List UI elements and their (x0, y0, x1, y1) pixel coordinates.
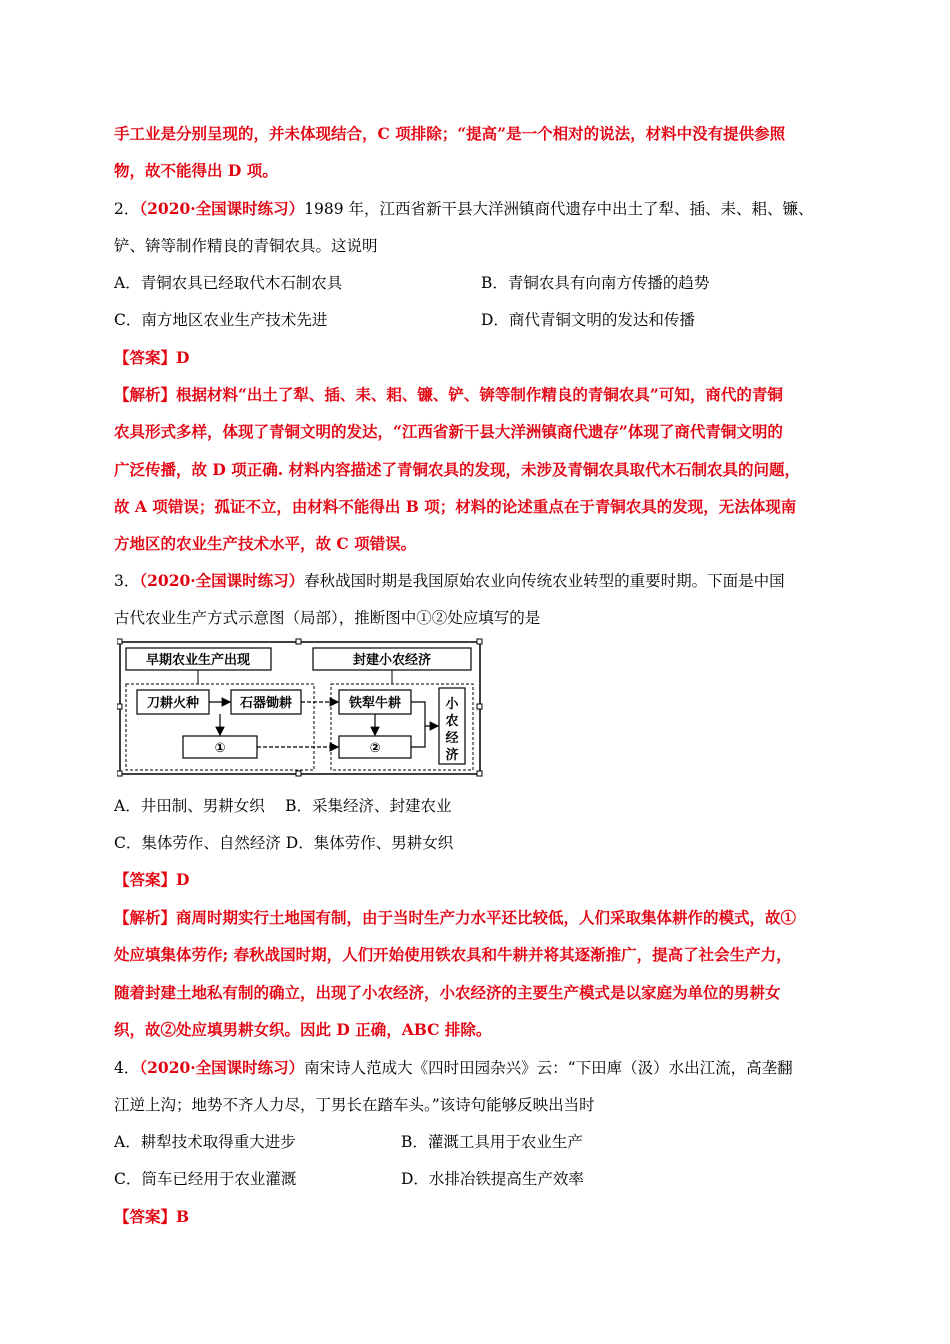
analysis-continuation-line: 手工业是分别呈现的，并未体现结合，C 项排除；“提高”是一个相对的说法，材料中没有提供参照 (114, 124, 786, 143)
question-text: 古代农业生产方式示意图（局部），推断图中①②处应填写的是 (114, 609, 541, 627)
diagram-box-iron-plough: 铁犁牛耕 (348, 696, 402, 711)
agriculture-diagram (117, 638, 483, 778)
analysis-line: 广泛传播，故 D 项正确. 材料内容描述了青铜农具的发现，未涉及青铜农具取代木石制农具的问题， (114, 460, 801, 479)
option-c: C．筒车已经用于农业灌溉 (114, 1170, 297, 1188)
analysis-line: 随着封建土地私有制的确立，出现了小农经济，小农经济的主要生产模式是以家庭为单位的男耕女 (114, 983, 781, 1002)
answer-label: 【答案】D (114, 348, 190, 367)
question-text: 江逆上沟；地势不齐人力尽，丁男长在踏车头。”该诗句能够反映出当时 (114, 1096, 595, 1114)
question-2-stem (114, 199, 814, 219)
option-a: A．耕犁技术取得重大进步 (114, 1133, 296, 1151)
option-b: B．灌溉工具用于农业生产 (401, 1133, 583, 1151)
diagram-box-blank-1: ① (214, 741, 226, 756)
question-3-stem (114, 571, 785, 591)
options-cd: C．集体劳作、自然经济 D．集体劳作、男耕女织 (114, 834, 454, 852)
question-source: （2020·全国课时练习） (139, 571, 305, 590)
answer-label: 【答案】D (114, 870, 190, 889)
option-d: D．水排冶铁提高生产效率 (401, 1170, 584, 1188)
diagram-right-title: 封建小农经济 (352, 653, 432, 668)
analysis-continuation-line: 物，故不能得出 D 项。 (114, 161, 278, 180)
analysis-line: 方地区的农业生产技术水平，故 C 项错误。 (114, 534, 417, 553)
analysis-line: 【解析】根据材料“出土了犁、插、耒、耜、镰、铲、锛等制作精良的青铜农具”可知，商代的青铜 (114, 385, 783, 404)
analysis-line: 【解析】商周时期实行土地国有制，由于当时生产力水平还比较低，人们采取集体耕作的模式，故① (114, 908, 797, 927)
analysis-line: 处应填集体劳作; 春秋战国时期，人们开始使用铁农具和牛耕并将其逐渐推广，提高了社会生产力， (114, 945, 792, 964)
question-source: （2020·全国课时练习） (139, 199, 305, 218)
question-number: 4． (114, 1059, 140, 1077)
analysis-line: 农具形式多样，体现了青铜文明的发达，“江西省新干县大洋洲镇商代遗存”体现了商代青铜文明的 (114, 422, 783, 441)
question-number: 2． (114, 200, 140, 218)
question-4-stem (114, 1058, 793, 1078)
diagram-box-slash-and-burn: 刀耕火种 (146, 696, 200, 711)
question-text: 春秋战国时期是我国原始农业向传统农业转型的重要时期。下面是中国 (304, 572, 785, 590)
diagram-left-title: 早期农业生产出现 (145, 653, 251, 668)
option-d: D．商代青铜文明的发达和传播 (481, 311, 695, 329)
option-c: C．南方地区农业生产技术先进 (114, 311, 328, 329)
diagram-box-blank-2: ② (369, 741, 381, 756)
question-source: （2020·全国课时练习） (139, 1058, 305, 1077)
question-text: 南宋诗人范成大《四时田园杂兴》云：“下田庳（汲）水出江流，高垄翻 (304, 1059, 793, 1077)
analysis-line: 故 A 项错误；孤证不立，由材料不能得出 B 项；材料的论述重点在于青铜农具的发现，无法体现南 (114, 497, 797, 516)
diagram-box-stone-hoe: 石器锄耕 (239, 696, 293, 711)
answer-label: 【答案】B (114, 1207, 190, 1226)
analysis-line: 织，故②处应填男耕女织。因此 D 正确，ABC 排除。 (114, 1020, 492, 1039)
option-b: B．青铜农具有向南方传播的趋势 (481, 274, 710, 292)
diagram-box-small-peasant: 小农经济 (445, 697, 459, 763)
question-number: 3． (114, 572, 140, 590)
question-text: 1989 年，江西省新干县大洋洲镇商代遗存中出土了犁、插、耒、耜、镰、 (304, 200, 814, 218)
question-text: 铲、锛等制作精良的青铜农具。这说明 (114, 237, 378, 255)
options-ab: A．井田制、男耕女织 B．采集经济、封建农业 (114, 797, 452, 815)
option-a: A．青铜农具已经取代木石制农具 (114, 274, 343, 292)
